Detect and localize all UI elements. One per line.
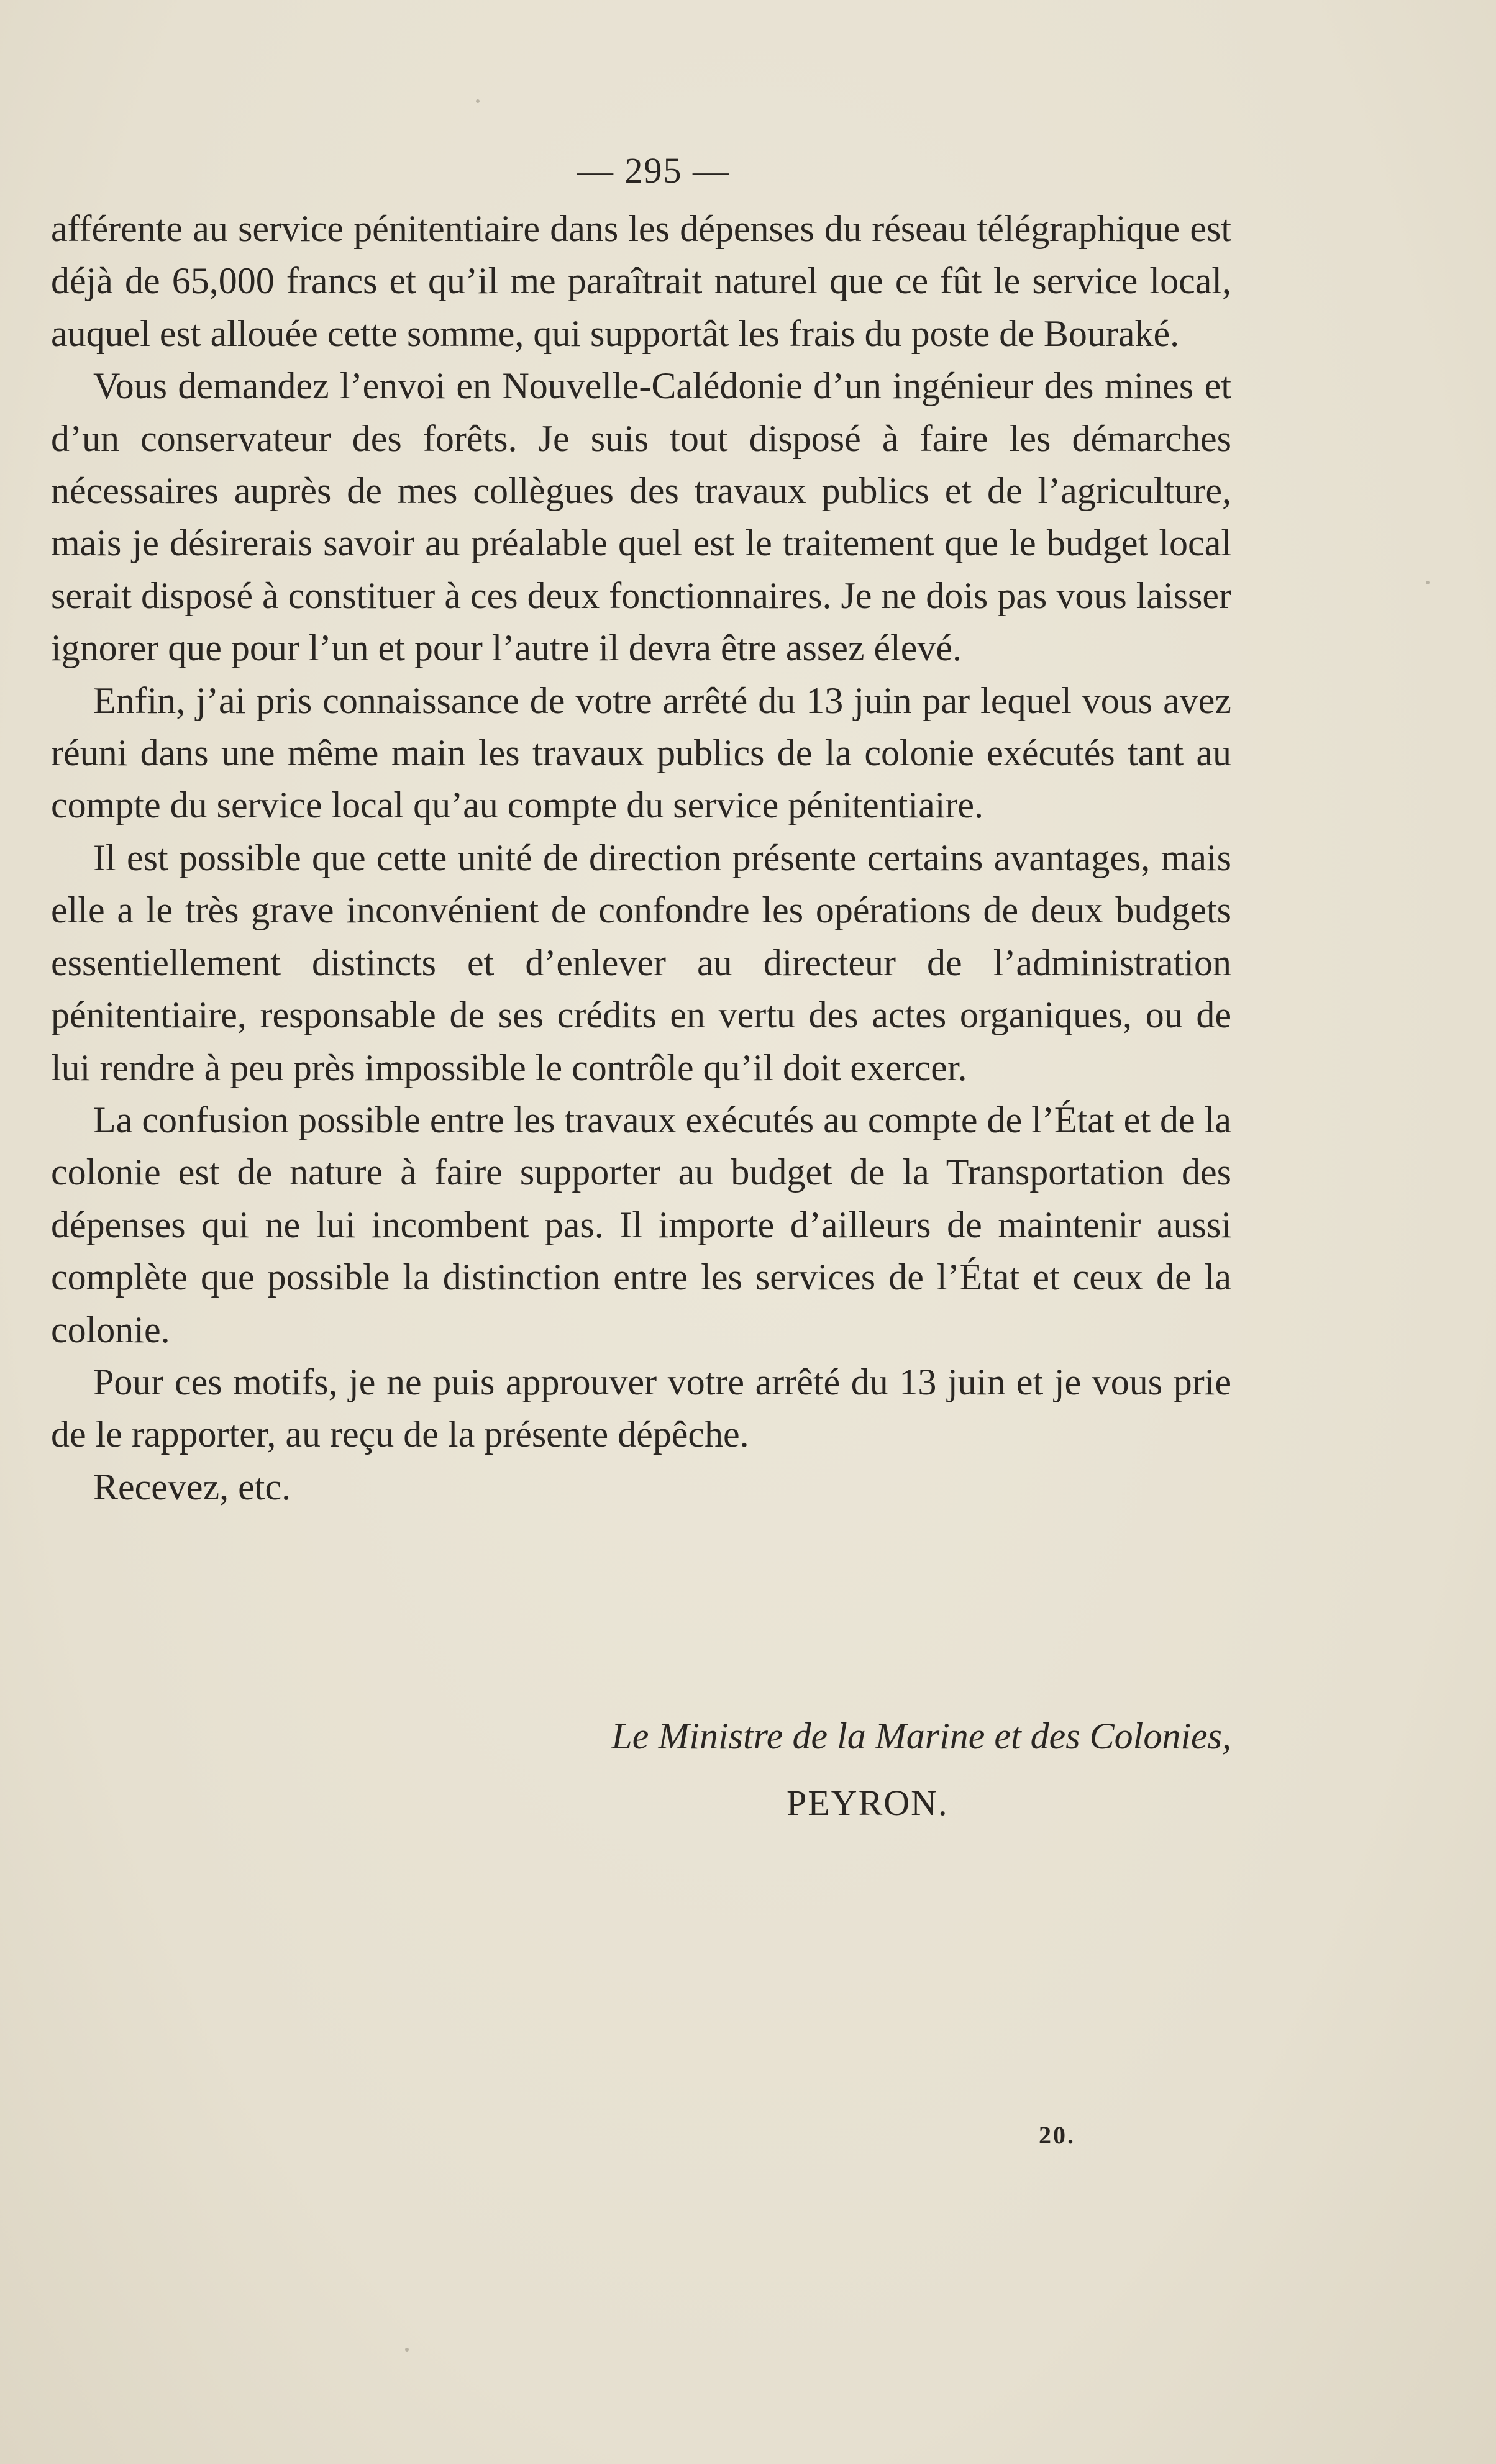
paragraph-4: Il est possible que cette unité de direction présente certains avantages, mais elle a le très grave inconvénient de confondre les opérations de deux budgets essentiellement distincts et d’enlever au directeur de l’administration pénitentiaire, responsable de ses crédits en vertu des actes organiques, ou de lui rendre à peu près impossible le contrôle qu’il doit exercer. xyxy=(51,837,1231,1088)
paragraph-2: Vous demandez l’envoi en Nouvelle-Calédonie d’un ingénieur des mines et d’un conservateur des forêts. Je suis tout disposé à faire les démarches nécessaires auprès de mes collègues des travaux publics et de l’agriculture, mais je désirerais savoir au préalable quel est le traitement que le budget local serait disposé à constituer à ces deux fonctionnaires. Je ne dois pas vous laisser ignorer que pour l’un et pour l’autre il devra être assez élevé. xyxy=(51,365,1231,669)
page-number: — 295 — xyxy=(577,150,730,191)
paper-speck xyxy=(405,2348,409,2352)
paper-speck xyxy=(476,99,480,103)
signature-name: PEYRON. xyxy=(787,1783,949,1823)
paper-speck xyxy=(1426,581,1430,584)
text-block xyxy=(51,143,1231,1823)
paragraph-5: La confusion possible entre les travaux exécutés au compte de l’État et de la colonie est de nature à faire supporter au budget de la Transportation des dépenses qui ne lui incombent pas. Il importe d’ailleurs de maintenir aussi complète que possible la distinction entre les services de l’État et ceux de la colonie. xyxy=(51,1099,1231,1350)
paragraph-3: Enfin, j’ai pris connaissance de votre arrêté du 13 juin par lequel vous avez réuni dans une même main les travaux publics de la colonie exécutés tant au compte du service local qu’au compte du service pénitentiaire. xyxy=(51,680,1231,826)
body-text xyxy=(51,202,1231,1513)
paragraph-6: Pour ces motifs, je ne puis approuver votre arrêté du 13 juin et je vous prie de le rapporter, au reçu de la présente dépêche. xyxy=(51,1361,1231,1455)
paragraph-closing: Recevez, etc. xyxy=(93,1466,291,1507)
paragraph-1: afférente au service pénitentiaire dans les dépenses du réseau télégraphique est déjà de 65,000 francs et qu’il me paraîtrait naturel que ce fût le service local, auquel est allouée cette somme, qui supportât les frais du poste de Bouraké. xyxy=(51,208,1231,354)
sheet-number: 20. xyxy=(1039,2121,1075,2149)
signature-block xyxy=(51,1708,1231,1831)
signature-title: Le Ministre de la Marine et des Colonies, xyxy=(611,1716,1231,1757)
